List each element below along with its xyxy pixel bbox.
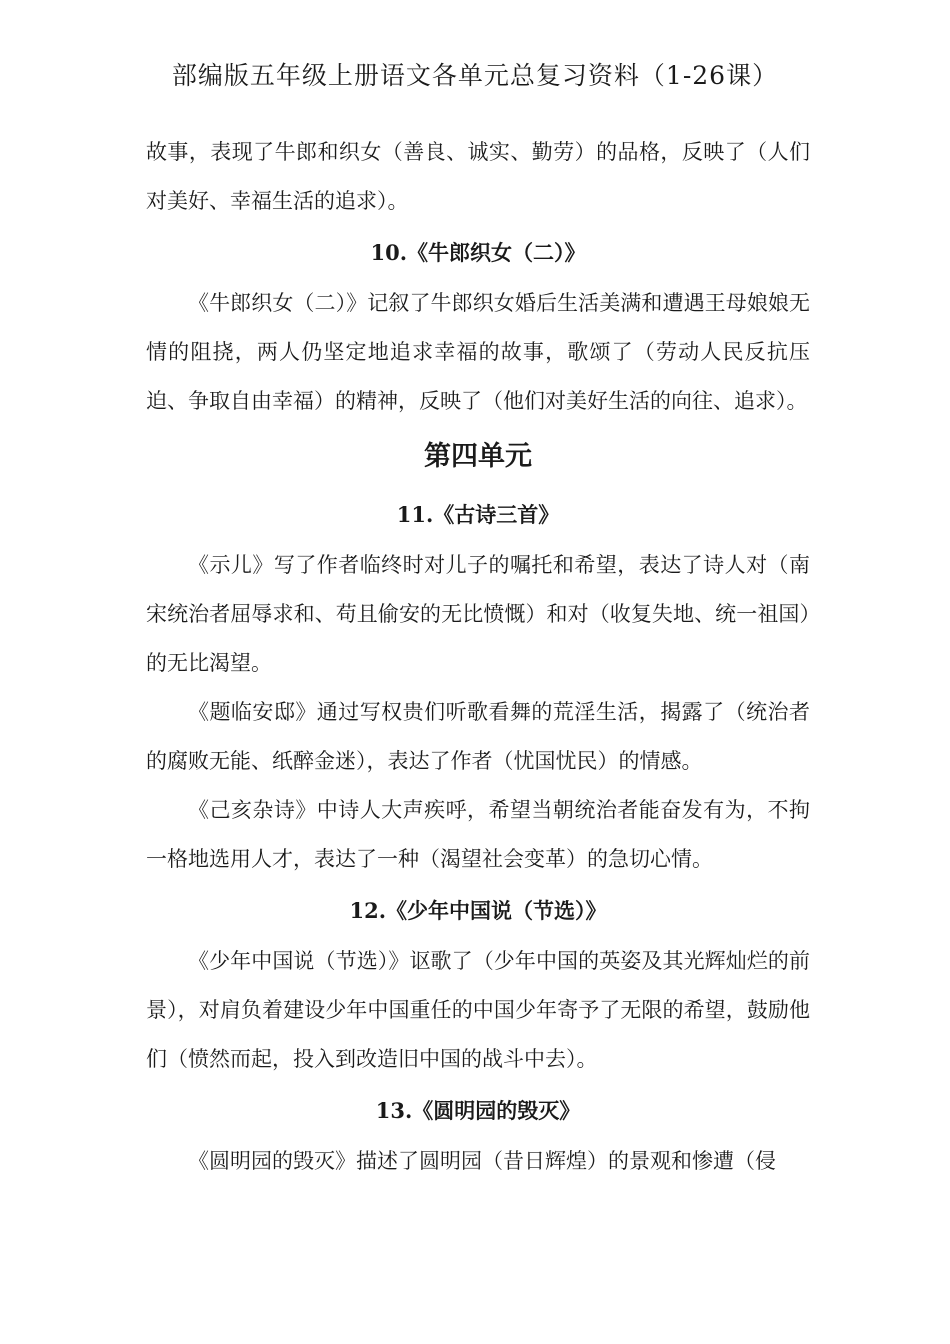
document-body <box>146 128 810 1186</box>
lesson-title-12: 12.《少年中国说（节选）》 <box>349 898 607 923</box>
paragraph-lesson-10: 《牛郎织女（二）》记叙了牛郎织女婚后生活美满和遭遇王母娘娘无情的阻挠，两人仍坚定地追求幸福的故事，歌颂了（劳动人民反抗压迫、争取自由幸福）的精神，反映了（他们对美好生活的向往、追求）。 <box>146 291 810 413</box>
lesson-title-13: 13.《圆明园的毁灭》 <box>375 1098 581 1123</box>
page-header: 部编版五年级上册语文各单元总复习资料（1-26课） <box>171 61 779 90</box>
lesson-title-10: 10.《牛郎织女（二）》 <box>370 240 586 265</box>
paragraph-tilinandi: 《题临安邸》通过写权贵们听歌看舞的荒淫生活，揭露了（统治者的腐败无能、纸醉金迷），表达了作者（忧国忧民）的情感。 <box>146 700 810 773</box>
paragraph-shier: 《示儿》写了作者临终时对儿子的嘱托和希望，表达了诗人对（南宋统治者屈辱求和、苟且偷安的无比愤慨）和对（收复失地、统一祖国）的无比渴望。 <box>146 553 810 675</box>
paragraph-continued: 故事，表现了牛郎和织女（善良、诚实、勤劳）的品格，反映了（人们对美好、幸福生活的追求）。 <box>146 140 810 213</box>
unit-title-4: 第四单元 <box>424 441 532 472</box>
paragraph-lesson-12: 《少年中国说（节选）》讴歌了（少年中国的英姿及其光辉灿烂的前景），对肩负着建设少年中国重任的中国少年寄予了无限的希望，鼓励他们（愤然而起，投入到改造旧中国的战斗中去）。 <box>146 949 810 1071</box>
paragraph-jihaizashi: 《己亥杂诗》中诗人大声疾呼，希望当朝统治者能奋发有为，不拘一格地选用人才，表达了一种（渴望社会变革）的急切心情。 <box>146 798 810 871</box>
paragraph-lesson-13: 《圆明园的毁灭》描述了圆明园（昔日辉煌）的景观和惨遭（侵 <box>188 1149 776 1173</box>
lesson-title-11: 11.《古诗三首》 <box>396 502 560 527</box>
